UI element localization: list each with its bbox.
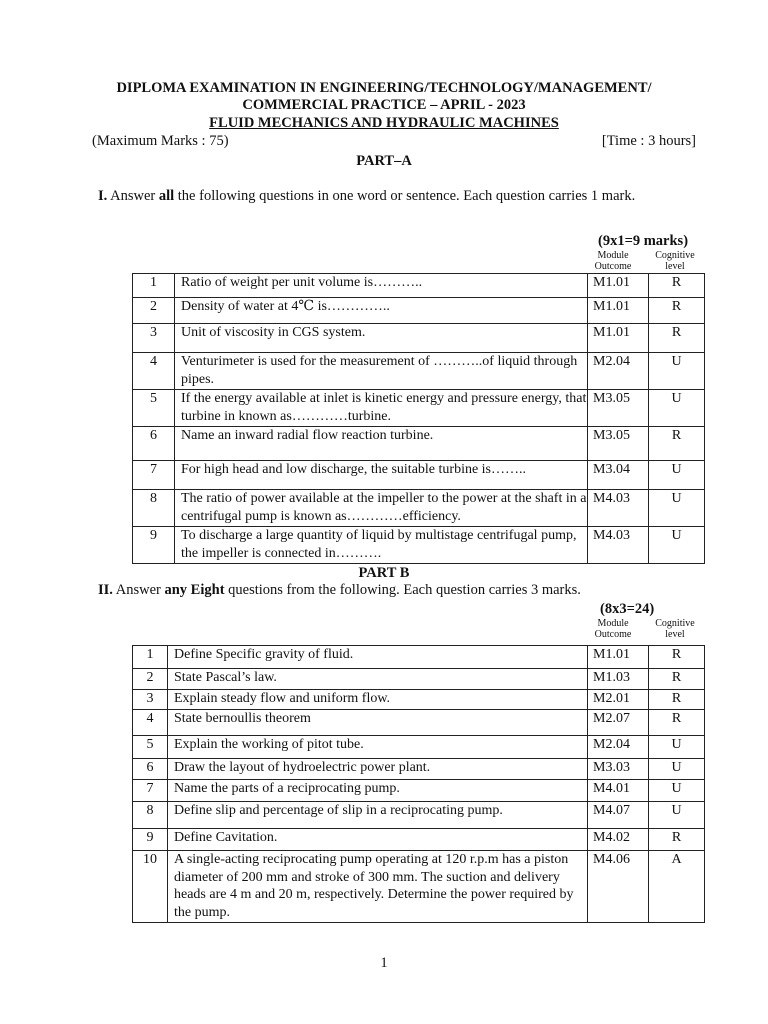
question-row	[133, 324, 705, 353]
question-text: Define Specific gravity of fluid.	[168, 646, 588, 669]
part-a-roman: I.	[98, 188, 108, 204]
question-row	[133, 390, 705, 427]
question-row	[133, 669, 705, 690]
part-a-title: PART–A	[356, 153, 412, 169]
question-row	[133, 461, 705, 490]
cognitive-level: U	[649, 736, 705, 759]
question-number: 1	[133, 274, 175, 298]
page-number: 1	[380, 955, 388, 971]
question-text: State bernoullis theorem	[168, 710, 588, 736]
cognitive-level: U	[649, 490, 705, 527]
question-text: Draw the layout of hydroelectric power plant.	[168, 759, 588, 780]
part-a-cognitive-header: Cognitive level	[655, 250, 695, 272]
module-outcome: M3.05	[588, 427, 649, 461]
module-outcome: M2.04	[588, 353, 649, 390]
question-number: 2	[133, 298, 175, 324]
part-b-title: PART B	[358, 565, 410, 581]
part-a-table	[132, 273, 705, 564]
question-row	[133, 427, 705, 461]
question-text: Unit of viscosity in CGS system.	[175, 324, 588, 353]
module-outcome: M1.03	[588, 669, 649, 690]
part-a-instr-pre: Answer	[107, 188, 159, 204]
question-text: To discharge a large quantity of liquid by multistage centrifugal pump, the impeller is connected in……….	[175, 527, 588, 564]
part-b-roman: II.	[98, 582, 113, 598]
subject-title: FLUID MECHANICS AND HYDRAULIC MACHINES	[209, 115, 559, 131]
question-row	[133, 527, 705, 564]
module-outcome: M4.06	[588, 851, 649, 923]
cognitive-level: U	[649, 780, 705, 802]
module-outcome: M3.04	[588, 461, 649, 490]
module-outcome: M4.07	[588, 802, 649, 829]
part-a-marks: (9x1=9 marks)	[598, 233, 689, 249]
question-number: 3	[133, 690, 168, 710]
module-outcome: M4.02	[588, 829, 649, 851]
question-number: 4	[133, 710, 168, 736]
exam-title-line1: DIPLOMA EXAMINATION IN ENGINEERING/TECHNOLOGY/MANAGEMENT/	[116, 80, 652, 96]
exam-time: [Time : 3 hours]	[601, 133, 696, 149]
question-number: 8	[133, 490, 175, 527]
cognitive-level: R	[649, 646, 705, 669]
question-number: 3	[133, 324, 175, 353]
question-number: 6	[133, 759, 168, 780]
question-text: Define Cavitation.	[168, 829, 588, 851]
part-a-instruction	[98, 188, 635, 204]
cognitive-level: R	[649, 669, 705, 690]
question-row	[133, 736, 705, 759]
max-marks: (Maximum Marks : 75)	[92, 133, 229, 149]
cognitive-level: U	[649, 527, 705, 564]
question-number: 10	[133, 851, 168, 923]
question-text: For high head and low discharge, the suitable turbine is……..	[175, 461, 588, 490]
question-text: Name an inward radial flow reaction turbine.	[175, 427, 588, 461]
module-outcome: M1.01	[588, 298, 649, 324]
cognitive-level: U	[649, 802, 705, 829]
part-b-instruction	[98, 582, 581, 598]
cognitive-level: U	[649, 759, 705, 780]
cognitive-level: R	[649, 710, 705, 736]
question-text: State Pascal’s law.	[168, 669, 588, 690]
question-number: 5	[133, 736, 168, 759]
question-number: 9	[133, 527, 175, 564]
part-b-instr-pre: Answer	[112, 582, 165, 598]
question-text: Venturimeter is used for the measurement of ………..of liquid through pipes.	[175, 353, 588, 390]
cognitive-level: U	[649, 461, 705, 490]
cognitive-level: R	[649, 274, 705, 298]
part-b-instr-bold: any Eight	[164, 582, 225, 598]
question-row	[133, 298, 705, 324]
question-text: If the energy available at inlet is kinetic energy and pressure energy, that turbine in known as…………turbine.	[175, 390, 588, 427]
question-number: 6	[133, 427, 175, 461]
question-number: 9	[133, 829, 168, 851]
question-text: Define slip and percentage of slip in a reciprocating pump.	[168, 802, 588, 829]
question-number: 2	[133, 669, 168, 690]
part-a-instr-post: the following questions in one word or sentence. Each question carries 1 mark.	[174, 188, 636, 204]
question-text: The ratio of power available at the impeller to the power at the shaft in a centrifugal pump is known as…………efficiency.	[175, 490, 588, 527]
part-b-table	[132, 645, 705, 923]
exam-title-line2: COMMERCIAL PRACTICE – APRIL - 2023	[242, 97, 526, 113]
module-outcome: M2.04	[588, 736, 649, 759]
part-a-module-header: Module Outcome	[594, 250, 632, 272]
question-text: Density of water at 4℃ is…………..	[175, 298, 588, 324]
question-row	[133, 490, 705, 527]
question-row	[133, 851, 705, 923]
question-text: Ratio of weight per unit volume is………..	[175, 274, 588, 298]
question-number: 7	[133, 780, 168, 802]
question-row	[133, 802, 705, 829]
part-b-module-header: Module Outcome	[594, 618, 632, 640]
module-outcome: M1.01	[588, 646, 649, 669]
question-number: 5	[133, 390, 175, 427]
question-row	[133, 829, 705, 851]
cognitive-level: U	[649, 353, 705, 390]
module-outcome: M1.01	[588, 324, 649, 353]
part-a-instr-bold: all	[158, 188, 175, 204]
cognitive-level: R	[649, 829, 705, 851]
cognitive-level: R	[649, 427, 705, 461]
question-number: 8	[133, 802, 168, 829]
question-number: 1	[133, 646, 168, 669]
question-row	[133, 646, 705, 669]
question-text: Explain the working of pitot tube.	[168, 736, 588, 759]
part-b-instr-post: questions from the following. Each question carries 3 marks.	[224, 582, 581, 598]
part-b-marks: (8x3=24)	[600, 601, 655, 617]
module-outcome: M4.03	[588, 490, 649, 527]
question-number: 4	[133, 353, 175, 390]
question-row	[133, 759, 705, 780]
cognitive-level: R	[649, 298, 705, 324]
module-outcome: M4.01	[588, 780, 649, 802]
question-row	[133, 690, 705, 710]
question-text: A single-acting reciprocating pump operating at 120 r.p.m has a piston diameter of 200 mm and stroke of 300 mm. The suction and delivery heads are 4 m and 20 m, respectively. Determine the power required by the pump.	[168, 851, 588, 923]
module-outcome: M1.01	[588, 274, 649, 298]
cognitive-level: R	[649, 690, 705, 710]
module-outcome: M3.05	[588, 390, 649, 427]
question-row	[133, 353, 705, 390]
module-outcome: M2.01	[588, 690, 649, 710]
question-text: Explain steady flow and uniform flow.	[168, 690, 588, 710]
question-row	[133, 780, 705, 802]
question-text: Name the parts of a reciprocating pump.	[168, 780, 588, 802]
question-number: 7	[133, 461, 175, 490]
cognitive-level: R	[649, 324, 705, 353]
module-outcome: M2.07	[588, 710, 649, 736]
question-row	[133, 710, 705, 736]
module-outcome: M3.03	[588, 759, 649, 780]
cognitive-level: U	[649, 390, 705, 427]
question-row	[133, 274, 705, 298]
part-b-cognitive-header: Cognitive level	[655, 618, 695, 640]
module-outcome: M4.03	[588, 527, 649, 564]
cognitive-level: A	[649, 851, 705, 923]
